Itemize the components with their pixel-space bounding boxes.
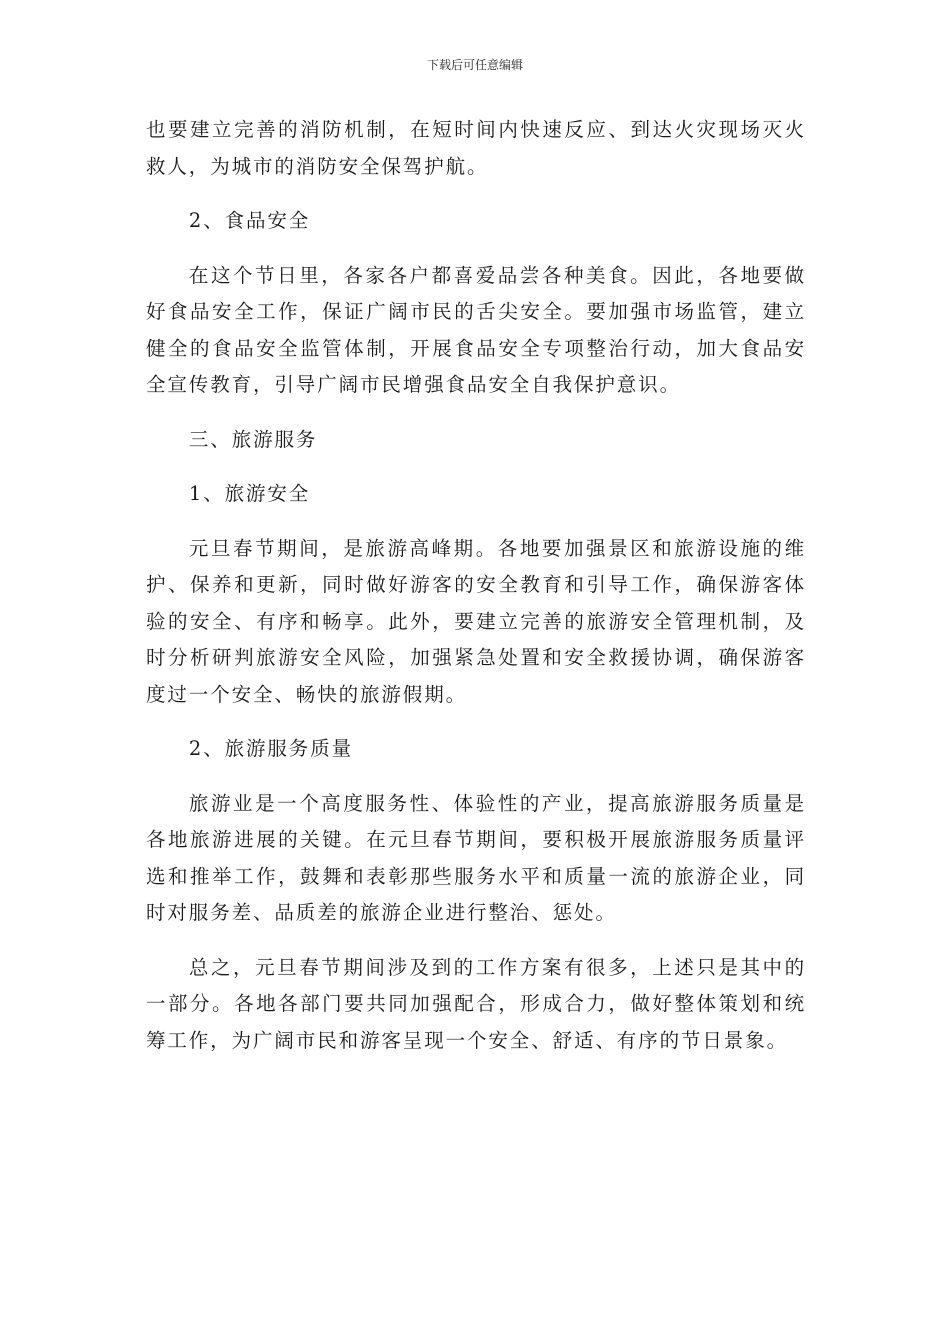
- section-heading-tourism-service: 三、旅游服务: [188, 427, 318, 451]
- paragraph-tourism-service-quality: 旅游业是一个高度服务性、体验性的产业，提高旅游服务质量是各地旅游进展的关键。在元旦春节期间，要积极开展旅游服务质量评选和推举工作，鼓舞和表彰那些服务水平和质量一流的旅游企业，同时对服务差、品质差的旅游企业进行整治、惩处。: [146, 791, 806, 924]
- paragraph-conclusion: 总之，元旦春节期间涉及到的工作方案有很多，上述只是其中的一部分。各地各部门要共同加强配合，形成合力，做好整体策划和统筹工作，为广阔市民和游客呈现一个安全、舒适、有序的节日景象。: [146, 955, 806, 1052]
- subheading-tourism-safety: 1、旅游安全: [188, 482, 311, 505]
- page-header: 下载后可任意编辑: [426, 58, 523, 72]
- paragraph-food-safety: 在这个节日里，各家各户都喜爱品尝各种美食。因此，各地要做好食品安全工作，保证广阔市民的舌尖安全。要加强市场监管，建立健全的食品安全监管体制，开展食品安全专项整治行动，加大食品安全宣传教育，引导广阔市民增强食品安全自我保护意识。: [146, 263, 806, 396]
- subheading-food-safety: 2、食品安全: [188, 209, 311, 232]
- paragraph-fire-safety-continued: 也要建立完善的消防机制，在短时间内快速反应、到达火灾现场灭火救人，为城市的消防安全保驾护航。: [146, 118, 806, 178]
- subheading-tourism-service-quality: 2、旅游服务质量: [188, 737, 353, 760]
- paragraph-tourism-safety: 元旦春节期间，是旅游高峰期。各地要加强景区和旅游设施的维护、保养和更新，同时做好游客的安全教育和引导工作，确保游客体验的安全、有序和畅享。此外，要建立完善的旅游安全管理机制，及时分析研判旅游安全风险，加强紧急处置和安全救援协调，确保游客度过一个安全、畅快的旅游假期。: [146, 536, 806, 706]
- document-body: [146, 112, 806, 1059]
